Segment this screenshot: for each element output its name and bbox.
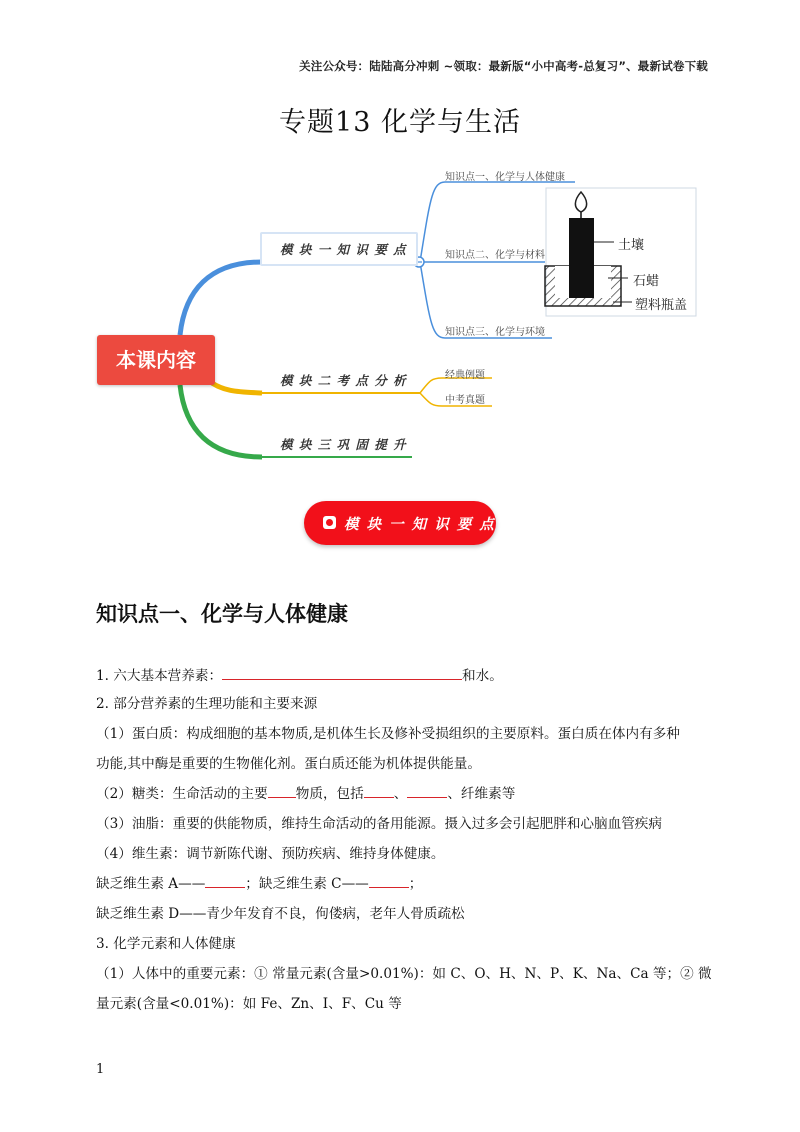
carb-text-a: （2）糖类：生命活动的主要 <box>96 786 268 802</box>
branch-module-2 <box>208 380 262 393</box>
knowledge-point-3-node: 知识点三、化学与环境 <box>445 327 545 338</box>
carb-text-c: 、 <box>393 786 408 802</box>
page-number: 1 <box>96 1062 105 1077</box>
knowledge-point-1-node: 知识点一、化学与人体健康 <box>445 172 565 183</box>
carb-blank-1 <box>268 783 296 798</box>
mindmap-root: 本课内容 <box>97 335 215 385</box>
branch-module-3 <box>180 385 262 457</box>
vitamin-a-text: 缺乏维生素 A—— <box>96 876 206 892</box>
carbohydrate-line <box>96 782 515 802</box>
nutrients-line <box>96 664 503 684</box>
nutrients-suffix: 和水。 <box>462 668 503 684</box>
vitamin-line: （4）维生素：调节新陈代谢、预防疾病、维持身体健康。 <box>96 846 445 862</box>
candle-label-cap: 塑料瓶盖 <box>635 298 688 313</box>
functions-heading: 2. 部分营养素的生理功能和主要来源 <box>96 696 318 712</box>
vitamin-deficiency-line <box>96 872 422 892</box>
header-note: 关注公众号：陆陆高分冲刺 ~领取：最新版“小中高考-总复习”、最新试卷下载 <box>299 59 708 73</box>
carb-text-b: 物质，包括 <box>295 786 364 802</box>
vitamin-c-suffix: ； <box>408 876 423 892</box>
vitamin-d-line: 缺乏维生素 D——青少年发育不良，佝偻病，老年人骨质疏松 <box>96 906 465 922</box>
knowledge-point-2-node: 知识点二、化学与材料 <box>445 250 545 261</box>
module-pill-label: 模 块 一 知 识 要 点 <box>344 517 496 533</box>
elements-line-2: 量元素(含量<0.01%)：如 Fe、Zn、I、F、Cu 等 <box>96 996 402 1012</box>
carb-text-d: 、纤维素等 <box>447 786 516 802</box>
module-pill-button[interactable] <box>304 501 496 545</box>
section-heading: 知识点一、化学与人体健康 <box>96 602 348 626</box>
carb-blank-3 <box>407 783 447 798</box>
elements-line-1: （1）人体中的重要元素：① 常量元素(含量>0.01%)：如 C、O、H、N、P、K、Na、Ca 等；② 微 <box>96 966 712 982</box>
page-title: 专题13 化学与生活 <box>279 107 521 138</box>
vitamin-c-text: ；缺乏维生素 C—— <box>245 876 369 892</box>
vitamin-c-blank <box>369 873 409 888</box>
exam-questions-node: 中考真题 <box>445 395 485 406</box>
candle-label-soil: 土壤 <box>618 238 645 253</box>
classic-examples-node: 经典例题 <box>445 370 485 381</box>
candle-label-wax: 石蜡 <box>633 274 660 289</box>
elements-heading: 3. 化学元素和人体健康 <box>96 936 236 952</box>
fat-line: （3）油脂：重要的供能物质，维持生命活动的备用能源。摄入过多会引起肥胖和心脑血管疾病 <box>96 816 662 832</box>
protein-line-2: 功能,其中酶是重要的生物催化剂。蛋白质还能为机体提供能量。 <box>96 756 481 772</box>
protein-line-1: （1）蛋白质：构成细胞的基本物质,是机体生长及修补受损组织的主要原料。蛋白质在体内有多种 <box>96 726 680 742</box>
module-icon <box>323 516 336 529</box>
carb-blank-2 <box>364 783 394 798</box>
module-3-label: 模 块 三 巩 固 提 升 <box>280 437 407 452</box>
module-1-label: 模 块 一 知 识 要 点 <box>280 242 407 257</box>
module-2-label: 模 块 二 考 点 分 析 <box>280 373 407 388</box>
nutrients-blank <box>222 665 462 680</box>
nutrients-prefix: 1. 六大基本营养素： <box>96 668 223 684</box>
vitamin-a-blank <box>205 873 245 888</box>
branch-module-1 <box>180 262 262 335</box>
